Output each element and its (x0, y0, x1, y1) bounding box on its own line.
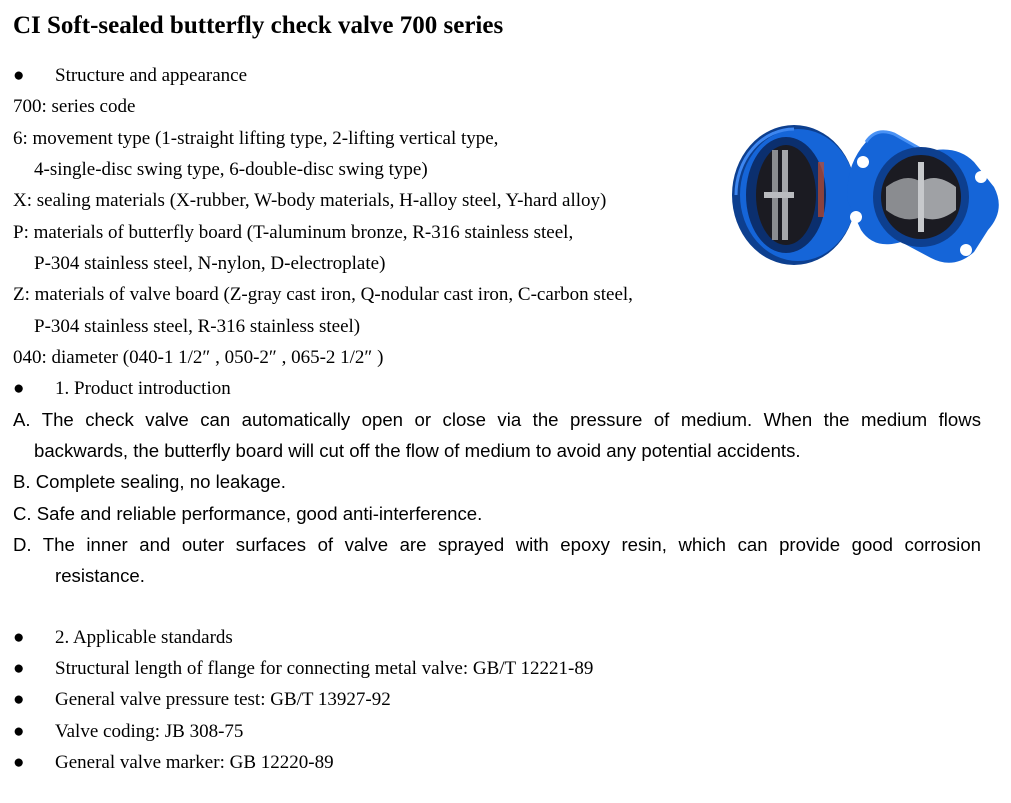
standards-item: Structural length of flange for connecting metal valve: GB/T 12221-89 (55, 658, 594, 679)
bullet-icon: ● (13, 658, 25, 679)
structure-line: 6: movement type (1-straight lifting type, 2-lifting vertical type, (13, 128, 499, 149)
structure-line: P-304 stainless steel, R-316 stainless steel) (34, 316, 361, 337)
standards-item: General valve pressure test: GB/T 13927-92 (55, 689, 391, 710)
bullet-icon: ● (13, 689, 25, 710)
structure-line: P: materials of butterfly board (T-aluminum bronze, R-316 stainless steel, (13, 222, 574, 243)
lug-valve-illustration (847, 132, 998, 263)
structure-line: 700: series code (13, 96, 136, 117)
intro-item: resistance. (55, 565, 145, 586)
structure-line: 040: diameter (040-1 1/2″ , 050-2″ , 065-2 1/2″ ) (13, 347, 384, 368)
bullet-icon: ● (13, 378, 25, 399)
structure-line: Z: materials of valve board (Z-gray cast iron, Q-nodular cast iron, C-carbon steel, (13, 284, 633, 305)
intro-item: D. The inner and outer surfaces of valve are sprayed with epoxy resin, which can provide good corrosion (13, 534, 981, 555)
intro-item: C. Safe and reliable performance, good anti-interference. (13, 503, 483, 524)
bullet-icon: ● (13, 65, 25, 86)
valve-product-image (726, 122, 1006, 272)
page-title: CI Soft-sealed butterfly check valve 700 series (13, 12, 504, 39)
standards-item: General valve marker: GB 12220-89 (55, 752, 334, 773)
bullet-icon: ● (13, 752, 25, 773)
standards-heading: 2. Applicable standards (55, 627, 233, 648)
wafer-valve-illustration (732, 125, 856, 265)
structure-line: 4-single-disc swing type, 6-double-disc swing type) (34, 159, 428, 180)
intro-item: B. Complete sealing, no leakage. (13, 471, 286, 492)
structure-line: X: sealing materials (X-rubber, W-body materials, H-alloy steel, Y-hard alloy) (13, 190, 607, 211)
structure-heading: Structure and appearance (55, 65, 248, 86)
intro-heading: 1. Product introduction (55, 378, 231, 399)
bullet-icon: ● (13, 627, 25, 648)
intro-item: A. The check valve can automatically open or close via the pressure of medium. When the medium flows (13, 409, 981, 430)
standards-item: Valve coding: JB 308-75 (55, 721, 244, 742)
intro-item: backwards, the butterfly board will cut off the flow of medium to avoid any potential accidents. (34, 440, 801, 461)
bullet-icon: ● (13, 721, 25, 742)
structure-line: P-304 stainless steel, N-nylon, D-electroplate) (34, 253, 386, 274)
